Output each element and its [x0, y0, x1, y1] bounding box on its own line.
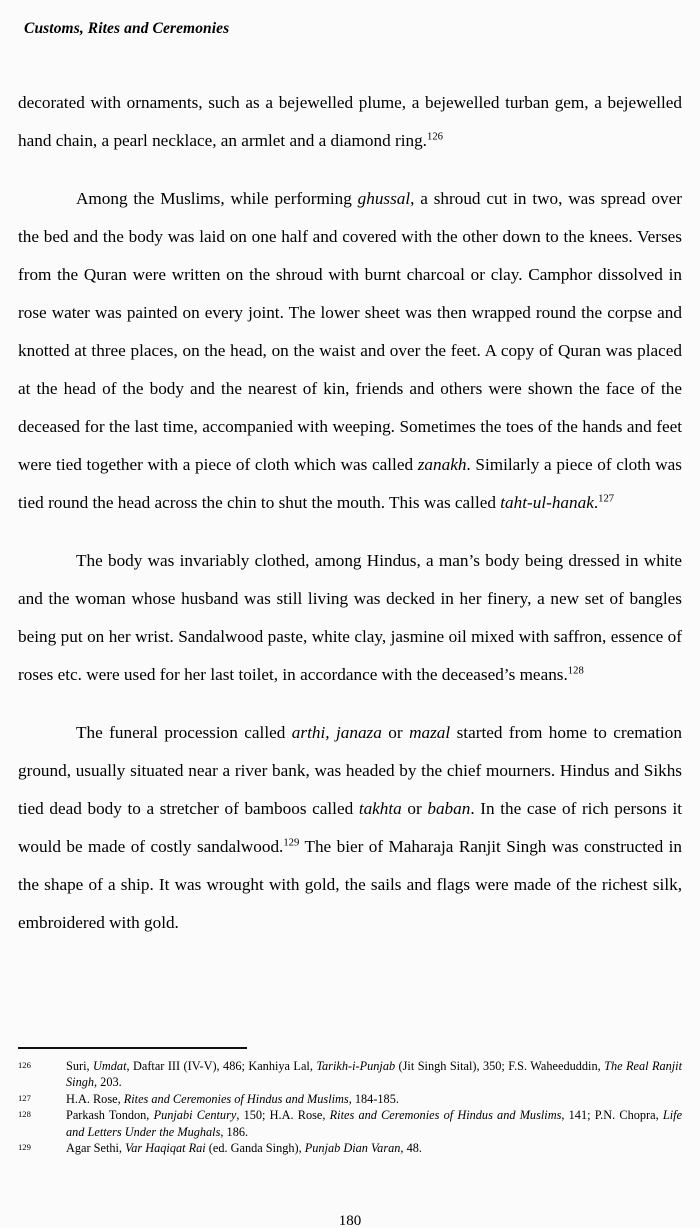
text-run: The bier of Maharaja Ranjit Singh was constructed in the shape of a ship. It was wrought with gold, the sails and flags were made of the richest silk, embroidered with gold. [18, 837, 682, 932]
text-run: Suri, [66, 1059, 94, 1073]
text-run: (Jit Singh Sital), 350; F.S. Waheeduddin, [395, 1059, 605, 1073]
text-run: Parkash Tondon, [66, 1108, 154, 1123]
footnote-entry [18, 1058, 682, 1091]
footnote-reference[interactable]: 129 [283, 837, 300, 849]
footnote-entry [18, 1091, 682, 1107]
paragraph-4 [18, 714, 682, 942]
text-run: . In the case of rich persons it would be made of costly sandalwood. [18, 799, 682, 856]
italic-term: Umdat [93, 1059, 127, 1073]
text-run: , 141; P.N. Chopra, [561, 1108, 663, 1123]
footnote-text [66, 1058, 682, 1091]
footnotes-block [18, 1058, 682, 1156]
italic-term: arthi, janaza [291, 723, 382, 742]
text-run: , 186. [220, 1124, 249, 1139]
page-number: 180 [338, 1213, 362, 1228]
text-run: decorated with ornaments, such as a bejewelled plume, a bejewelled turban gem, a bejewelled hand chain, a pearl necklace, an armlet and a diamond ring. [18, 93, 682, 150]
text-run: or [401, 799, 428, 818]
footnote-text [66, 1107, 682, 1140]
italic-term: zanakh [417, 455, 467, 474]
text-run: The body was invariably clothed, among Hindus, a man’s body being dressed in white and the woman whose husband was still living was decked in her finery, a new set of bangles being put on her wrist. Sandalwood paste, white clay, jasmine oil mixed with saffron, essence of roses etc. were used for her last toilet, in accordance with the deceased’s means. [18, 551, 682, 684]
italic-term: Tarikh-i-Punjab [316, 1059, 396, 1073]
italic-term: ghussal [357, 189, 411, 208]
italic-term: Life and Letters Under the Mughals [66, 1108, 683, 1139]
footnote-text [66, 1091, 682, 1107]
italic-term: baban [427, 799, 471, 818]
footnote-entry [18, 1140, 682, 1156]
italic-term: Rites and Ceremonies of Hindus and Muslims [123, 1091, 349, 1106]
text-run: or [381, 723, 410, 742]
footnote-entry [18, 1107, 682, 1140]
text-run: . [593, 493, 599, 512]
italic-term: takhta [358, 799, 402, 818]
italic-term: mazal [409, 723, 451, 742]
footnote-number[interactable]: 127 [18, 1092, 31, 1103]
footnote-number[interactable]: 129 [18, 1142, 31, 1153]
footnote-reference[interactable]: 128 [567, 665, 584, 677]
paragraph-1 [18, 84, 682, 160]
text-run: The funeral procession called [76, 723, 292, 742]
footnote-separator-rule [18, 1047, 247, 1049]
text-run: Agar Sethi, [66, 1141, 126, 1156]
italic-term: The Real Ranjit Singh [66, 1059, 683, 1090]
text-run: Among the Muslims, while performing [76, 189, 358, 208]
text-run: started from home to cremation ground, usually situated near a river bank, was headed by the chief mourners. Hindus and Sikhs tied dead body to a stretcher of bamboos called [18, 723, 682, 818]
text-run: (ed. Ganda Singh), [205, 1141, 305, 1156]
text-run: , Daftar III (IV-V), 486; Kanhiya Lal, [126, 1059, 317, 1073]
italic-term: Var Haqiqat Rai [125, 1141, 206, 1156]
text-run: , 203. [94, 1075, 122, 1090]
running-head: Customs, Rites and Ceremonies [24, 20, 230, 37]
italic-term: taht-ul-hanak [500, 493, 594, 512]
text-run: . Similarly a piece of cloth was tied round the head across the chin to shut the mouth. This was called [18, 455, 682, 512]
text-run: , 150; H.A. Rose, [236, 1108, 330, 1123]
footnote-text [66, 1140, 682, 1156]
footnote-reference[interactable]: 126 [426, 131, 443, 143]
text-run: , 48. [400, 1141, 422, 1156]
footnote-reference[interactable]: 127 [598, 493, 615, 505]
body-text-column [18, 84, 682, 942]
text-run: H.A. Rose, [66, 1091, 124, 1106]
footnote-number[interactable]: 128 [18, 1109, 31, 1120]
text-run: , a shroud cut in two, was spread over the bed and the body was laid on one half and covered with the other down to the knees. Verses from the Quran were written on the shroud with burnt charcoal or clay. Camphor dissolved in rose water was painted on every joint. The lower sheet was then wrapped round the corpse and knotted at three places, on the head, on the waist and over the feet. A copy of Quran was placed at the head of the body and the nearest of kin, friends and others were shown the face of the deceased for the last time, accompanied with weeping. Sometimes the toes of the hands and feet were tied together with a piece of cloth which was called [18, 189, 682, 474]
text-run: , 184-185. [348, 1091, 399, 1106]
italic-term: Punjab Dian Varan [304, 1141, 401, 1156]
paragraph-2 [18, 180, 682, 522]
italic-term: Rites and Ceremonies of Hindus and Muslims [329, 1108, 562, 1123]
footnote-number[interactable]: 126 [18, 1060, 31, 1070]
italic-term: Punjabi Century [153, 1108, 237, 1123]
paragraph-3 [18, 542, 682, 694]
